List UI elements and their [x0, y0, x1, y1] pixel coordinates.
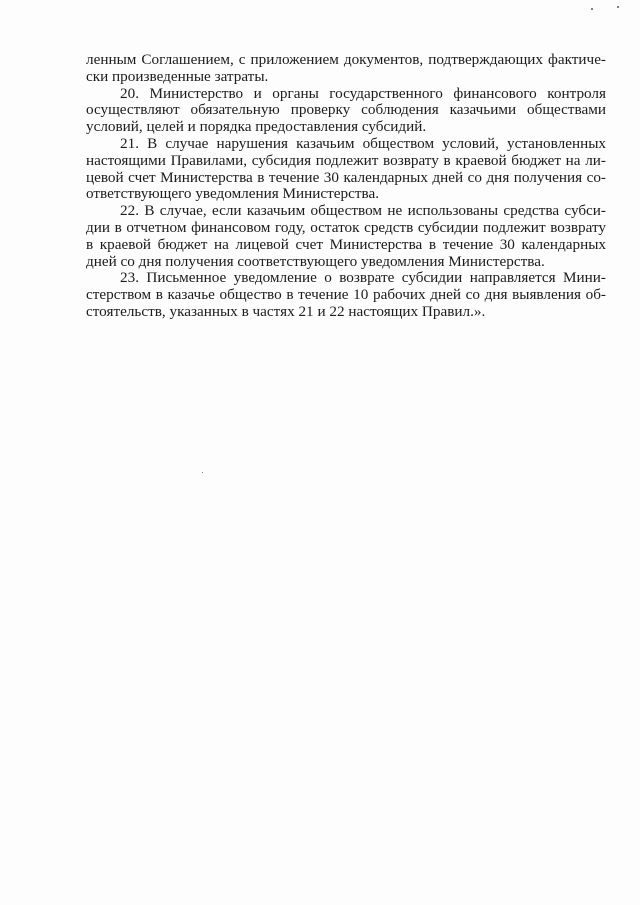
text-line: 22. В случае, если казачьим обществом не использованы средства субси- — [120, 202, 606, 220]
scan-speck — [617, 6, 619, 8]
text-line: стоятельств, указанных в частях 21 и 22 настоящих Правил.». — [86, 302, 486, 320]
paragraph-continuation — [86, 52, 606, 86]
text-line: ски произведенные затраты. — [86, 67, 269, 85]
paragraph-20 — [86, 86, 606, 136]
text-line: настоящими Правилами, субсидия подлежит возврату в краевой бюджет на ли- — [86, 151, 606, 169]
text-line: в краевой бюджет на лицевой счет Министерства в течение 30 календарных — [86, 235, 606, 253]
scan-speck — [202, 472, 203, 473]
text-line: стерством в казачье общество в течение 10 рабочих дней со дня выявления об- — [86, 286, 606, 304]
text-line: условий, целей и порядка предоставления субсидий. — [86, 118, 427, 136]
text-line: 20. Министерство и органы государственного финансового контроля — [120, 84, 606, 102]
text-line: 23. Письменное уведомление о возврате субсидии направляется Мини- — [120, 269, 606, 287]
text-line: 21. В случае нарушения казачьим обществом условий, установленных — [120, 134, 606, 152]
text-line: ответствующего уведомления Министерства. — [86, 185, 380, 203]
scan-speck — [591, 8, 593, 10]
text-line: ленным Соглашением, с приложением документов, подтверждающих фактиче- — [86, 51, 606, 68]
text-line: осуществляют обязательную проверку соблюдения казачьими обществами — [86, 101, 606, 119]
paragraph-23 — [86, 270, 606, 320]
paragraph-22 — [86, 203, 606, 270]
text-line: дии в отчетном финансовом году, остаток средств субсидии подлежит возврату — [86, 218, 606, 236]
paragraph-21 — [86, 136, 606, 203]
text-line: дней со дня получения соответствующего уведомления Министерства. — [86, 252, 545, 270]
text-line: цевой счет Министерства в течение 30 календарных дней со дня получения со- — [86, 168, 606, 186]
document-body — [86, 52, 606, 321]
